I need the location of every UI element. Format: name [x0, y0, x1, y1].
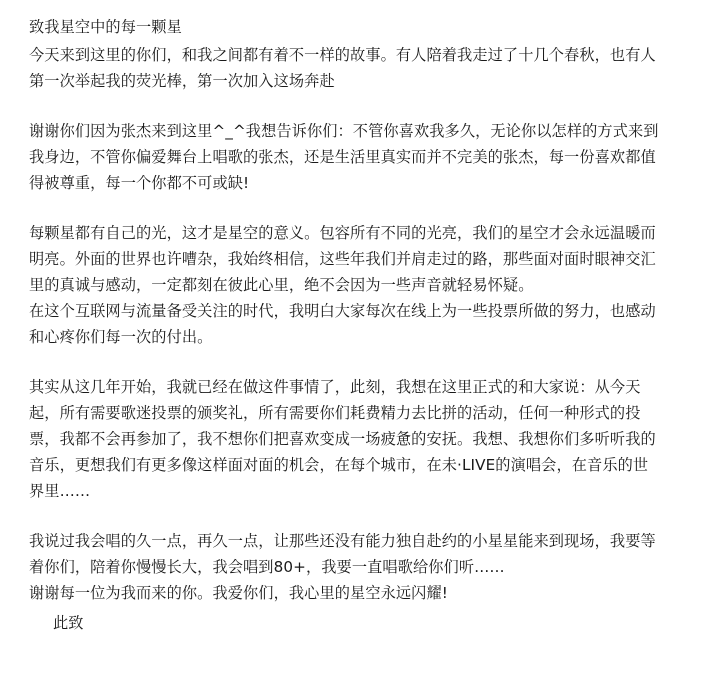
paragraph-line: 在这个互联网与流量备受关注的时代，我明白大家每次在线上为一些投票所做的努力，也感动: [29, 302, 656, 320]
paragraph-line: 起，所有需要歌迷投票的颁奖礼，所有需要你们耗费精力去比拼的活动，任何一种形式的投: [29, 404, 641, 422]
paragraph-gap: [29, 94, 694, 118]
paragraph-line: 明亮。外面的世界也许嘈杂，我始终相信，这些年我们并肩走过的路，那些面对面时眼神交汇: [29, 250, 656, 268]
paragraph-line: 第一次举起我的荧光棒，第一次加入这场奔赴: [29, 72, 335, 90]
paragraph-line: 和心疼你们每一次的付出。: [29, 328, 213, 346]
paragraph-line: 音乐，更想我们有更多像这样面对面的机会，在每个城市，在未·LIVE的演唱会，在音乐的世: [29, 456, 649, 474]
letter-closing: 此致: [53, 614, 84, 632]
paragraph-line: 我说过我会唱的久一点，再久一点，让那些还没有能力独自赴约的小星星能来到现场，我要等: [29, 532, 656, 550]
paragraph-line: 每颗星都有自己的光，这才是星空的意义。包容所有不同的光亮，我们的星空才会永远温暖而: [29, 224, 656, 242]
paragraph-line: 着你们，陪着你慢慢长大，我会唱到80+，我要一直唱歌给你们听……: [29, 558, 505, 576]
paragraph-line: 谢谢每一位为我而来的你。我爱你们，我心里的星空永远闪耀!: [29, 584, 448, 602]
paragraph-line: 今天来到这里的你们，和我之间都有着不一样的故事。有人陪着我走过了十几个春秋，也有人: [29, 46, 656, 64]
paragraph-line: 其实从这几年开始，我就已经在做这件事情了，此刻，我想在这里正式的和大家说：从今天: [29, 378, 641, 396]
paragraph-3: [29, 220, 694, 350]
paragraph-gap: [29, 350, 694, 374]
paragraph-5: [29, 528, 694, 606]
paragraph-line: 谢谢你们因为张杰来到这里^_^我想告诉你们：不管你喜欢我多久，无论你以怎样的方式来到: [29, 122, 659, 140]
paragraph-gap: [29, 196, 694, 220]
paragraph-1: [29, 42, 694, 94]
paragraph-line: 票，我都不会再参加了，我不想你们把喜欢变成一场疲惫的安抚。我想、我想你们多听听我的: [29, 430, 656, 448]
paragraph-line: 界里……: [29, 482, 91, 500]
paragraph-line: 里的真诚与感动，一定都刻在彼此心里，绝不会因为一些声音就轻易怀疑。: [29, 276, 534, 294]
letter-title: 致我星空中的每一颗星: [29, 18, 182, 36]
paragraph-line: 我身边，不管你偏爱舞台上唱歌的张杰，还是生活里真实而并不完美的张杰，每一份喜欢都值: [29, 148, 656, 166]
paragraph-2: [29, 118, 694, 196]
paragraph-line: 得被尊重，每一个你都不可或缺!: [29, 174, 250, 192]
paragraph-4: [29, 374, 694, 504]
paragraph-gap: [29, 504, 694, 528]
